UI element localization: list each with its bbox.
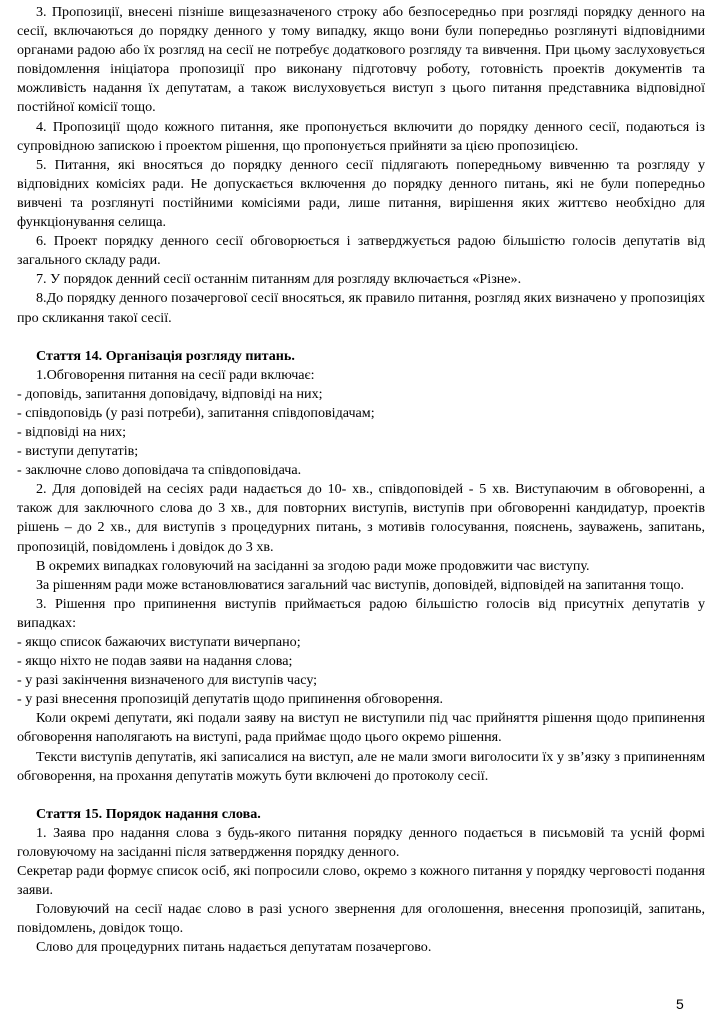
article-14-item-3a: Коли окремі депутати, які подали заяву на виступ не виступили під час прийняття рішення щодо припинення обговорення наполягають на виступі, рада приймає щодо цього окремо рішення. [17,710,705,746]
article-14-item-3: 3. Рішення про припинення виступів приймається радою більшістю голосів від присутніх депутатів у випадках: [17,595,705,631]
list-item: - заключне слово доповідача та співдоповідача. [17,462,302,479]
list-item: - відповіді на них; [17,423,127,440]
paragraph-3: 3. Пропозиції, внесені пізніше вищезазначеного строку або безпосередньо при розгляді порядку денного на сесії, включаються до порядку денного у тому випадку, якщо вони були попередньо розглянуті відповідними органами радою або їх розгляд на сесії не потребує додаткового розгляду та вивчення. При цьому заслуховується повідомлення ініціатора пропозиції про виконану підготовчу роботу, готовність проектів документів та можливість надання їх депутатам, а також вислуховується виступ з цього питання представника відповідної постійної комісії тощо. [17,4,705,116]
list-item: - доповідь, запитання доповідачу, відповіді на них; [17,385,323,402]
paragraph-5: 5. Питання, які вносяться до порядку денного сесії підлягають попередньому вивченню та розгляду у відповідних комісіях ради. Не допускається включення до порядку денного питань, які не були попередньо вивчені та розглянуті постійними комісіями ради, лише питання, вирішення яких життєво необхідно для функціонування селища. [17,156,705,231]
article-14-item-2b: За рішенням ради може встановлюватися загальний час виступів, доповідей, відповідей на запитання тощо. [36,576,685,593]
article-15-item-1: 1. Заява про надання слова з будь-якого питання порядку денного подається в письмовій та усній формі головуючому на засіданні після затвердження порядку денного. [17,824,705,860]
paragraph-8: 8.До порядку денного позачергової сесії вносяться, як правило питання, розгляд яких визначено у пропозиціях про скликання такої сесії. [17,290,705,326]
spacer [17,328,705,347]
document-page [17,3,705,958]
article-15-item-1b: Головуючий на сесії надає слово в разі усного звернення для оголошення, внесення пропозицій, запитань, повідомлень, довідок тощо. [17,901,705,937]
article-15-heading: Стаття 15. Порядок надання слова. [36,805,261,822]
spacer [17,786,705,805]
page-number: 5 [676,996,684,1012]
list-item: - у разі внесення пропозицій депутатів щодо припинення обговорення. [17,691,444,708]
list-item: - якщо ніхто не подав заяви на надання слова; [17,653,293,670]
article-14-item-3b: Тексти виступів депутатів, які записалися на виступ, але не мали змоги виголосити їх у зв’язку з припиненням обговорення, на прохання депутатів можуть бути включені до протоколу сесії. [17,748,705,784]
article-14-item-1: 1.Обговорення питання на сесії ради включає: [36,366,315,383]
paragraph-4: 4. Пропозиції щодо кожного питання, яке пропонується включити до порядку денного сесії, подаються із супровідною запискою і проектом рішення, що пропонується прийняти за цією пропозицією. [17,118,705,154]
paragraph-7: 7. У порядок денний сесії останнім питанням для розгляду включається «Різне». [36,271,522,288]
list-item: - якщо список бажаючих виступати вичерпано; [17,634,301,650]
article-15-item-1a: Секретар ради формує список осіб, які попросили слово, окремо з кожного питання у порядку черговості подання заяви. [17,863,705,899]
list-item: - співдоповідь (у разі потреби), запитання співдоповідачам; [17,404,375,421]
article-15-item-1c: Слово для процедурних питань надається депутатам позачергово. [36,939,432,956]
article-14-item-2a: В окремих випадках головуючий на засіданні за згодою ради може продовжити час виступу. [36,557,590,574]
article-14-item-2: 2. Для доповідей на сесіях ради надається до 10- хв., співдоповідей - 5 хв. Виступаючим в обговоренні, а також для заключного слова до 3 хв., для повторних виступів, виступів при обговоренні кандидатур, проектів рішень – до 2 хв., для виступів з процедурних питань, з мотивів голосування, пояснень, зауважень, запитань, пропозицій, повідомлень і довідок до 3 хв. [17,481,705,555]
article-14-heading: Стаття 14. Організація розгляду питань. [36,347,295,364]
list-item: - у разі закінчення визначеного для виступів часу; [17,672,318,689]
paragraph-6: 6. Проект порядку денного сесії обговорюється і затверджується радою більшістю голосів депутатів від загального складу ради. [17,233,705,269]
list-item: - виступи депутатів; [17,443,139,460]
